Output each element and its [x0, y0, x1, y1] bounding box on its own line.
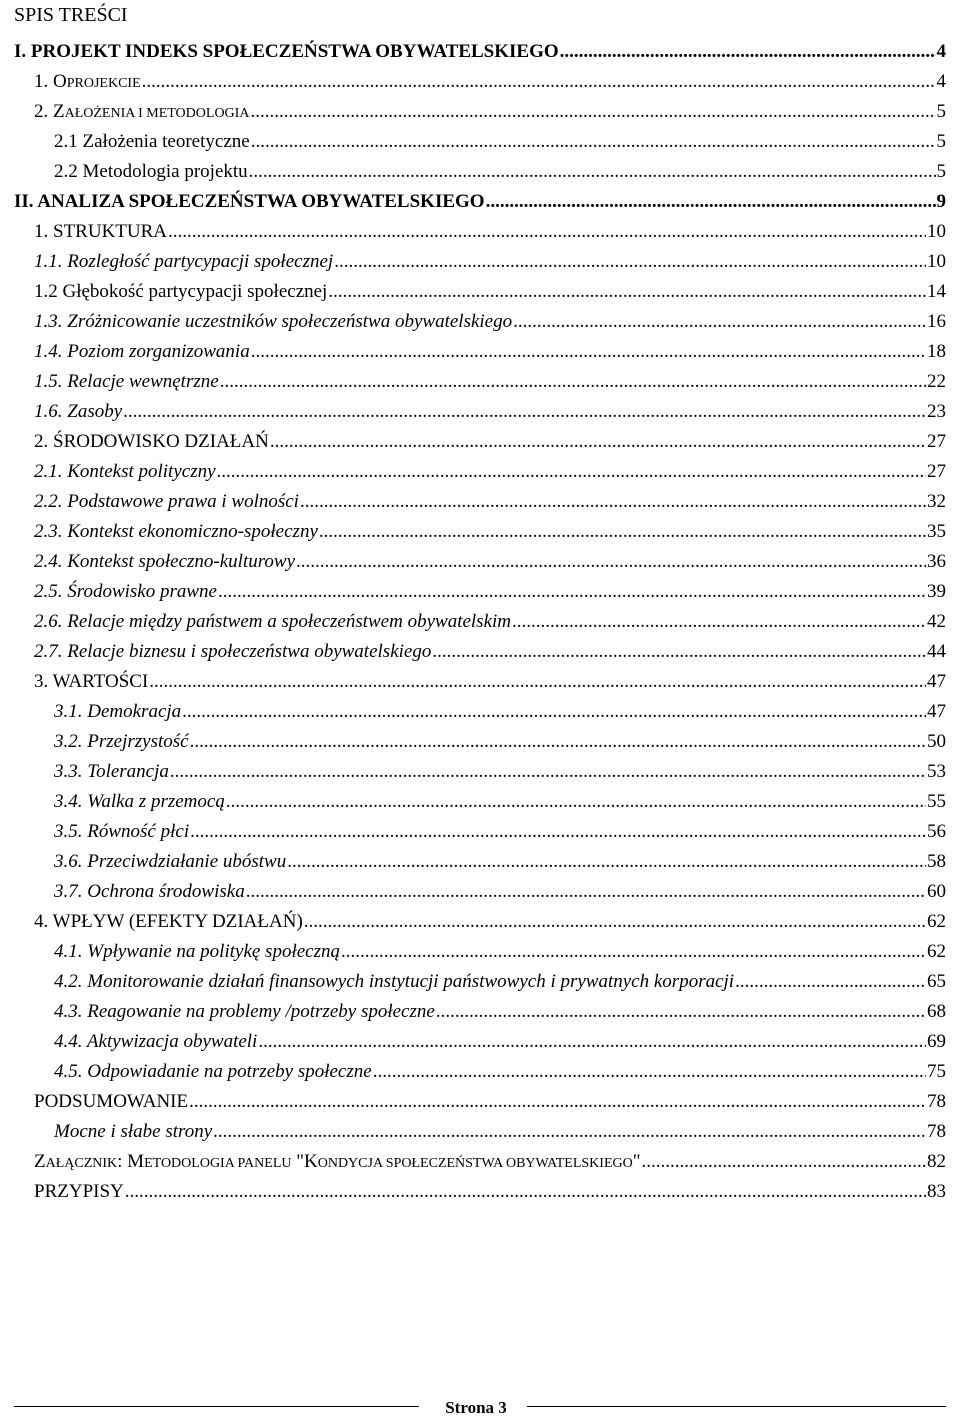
- toc-entry[interactable]: [0, 1177, 960, 1207]
- toc-entry-title: 2. ŚRODOWISKO DZIAŁAŃ: [34, 431, 269, 452]
- dot-leader: [513, 307, 926, 337]
- toc-entry-page: 14: [927, 281, 946, 302]
- dot-leader: [287, 847, 926, 877]
- toc-entry-title: 3. WARTOŚCI: [34, 671, 149, 692]
- dot-leader: [328, 277, 926, 307]
- toc-entry-title: 4.3. Reagowanie na problemy /potrzeby społeczne: [54, 1001, 435, 1022]
- toc-entry-page: 16: [927, 311, 946, 332]
- toc-entry-page: 56: [927, 821, 946, 842]
- dot-leader: [123, 397, 926, 427]
- toc-entry-page: 9: [936, 191, 946, 212]
- toc-entry[interactable]: [0, 607, 960, 637]
- dot-leader: [249, 157, 936, 187]
- page-number-label: Strona 3: [445, 1398, 507, 1417]
- toc-entry-page: 4: [936, 71, 946, 92]
- toc-entry[interactable]: [0, 157, 960, 187]
- toc-entry-title: 4.4. Aktywizacja obywateli: [54, 1031, 258, 1052]
- toc-entry[interactable]: [0, 307, 960, 337]
- dot-leader: [486, 187, 936, 217]
- toc-entry[interactable]: [0, 247, 960, 277]
- dot-leader: [213, 1117, 926, 1147]
- toc-entry-title: 1.6. Zasoby: [34, 401, 123, 422]
- toc-entry-page: 4: [936, 41, 946, 62]
- toc-entry-title: 3.4. Walka z przemocą: [54, 791, 225, 812]
- dot-leader: [149, 667, 926, 697]
- dot-leader: [182, 697, 926, 727]
- toc-entry-page: 62: [927, 911, 946, 932]
- toc-entry[interactable]: [0, 577, 960, 607]
- toc-entry[interactable]: [0, 217, 960, 247]
- toc-entry-title: 3.5. Równość płci: [54, 821, 190, 842]
- toc-entry[interactable]: [0, 367, 960, 397]
- toc-entry-title: 3.3. Tolerancja: [54, 761, 169, 782]
- toc-entry-page: 22: [927, 371, 946, 392]
- dot-leader: [218, 577, 926, 607]
- toc-entry[interactable]: [0, 907, 960, 937]
- dot-leader: [168, 217, 926, 247]
- toc-entry-title: 2.1. Kontekst polityczny: [34, 461, 216, 482]
- dot-leader: [170, 757, 926, 787]
- toc-entry-page: 50: [927, 731, 946, 752]
- toc-entry-title: 2.4. Kontekst społeczno-kulturowy: [34, 551, 296, 572]
- toc-entry[interactable]: [0, 517, 960, 547]
- toc-entry[interactable]: [0, 547, 960, 577]
- dot-leader: [319, 517, 926, 547]
- dot-leader: [341, 937, 926, 967]
- toc-entry-title: 4.2. Monitorowanie działań finansowych instytucji państwowych i prywatnych korporacji: [54, 971, 735, 992]
- toc-entry-page: 62: [927, 941, 946, 962]
- dot-leader: [251, 337, 926, 367]
- toc-entry[interactable]: [0, 817, 960, 847]
- toc-entry-title: 2. ZAŁOŻENIA I METODOLOGIA: [34, 101, 250, 122]
- toc-entry-title: 1.4. Poziom zorganizowania: [34, 341, 250, 362]
- toc-entry-page: 82: [927, 1151, 946, 1172]
- toc-entry-page: 75: [927, 1061, 946, 1082]
- dot-leader: [251, 127, 936, 157]
- toc-entry[interactable]: [0, 127, 960, 157]
- toc-entry-page: 78: [927, 1121, 946, 1142]
- dot-leader: [373, 1057, 926, 1087]
- dot-leader: [250, 97, 935, 127]
- toc-entry[interactable]: [0, 427, 960, 457]
- dot-leader: [512, 607, 926, 637]
- toc-entry-title: 4.5. Odpowiadanie na potrzeby społeczne: [54, 1061, 372, 1082]
- toc-entry-title: 3.7. Ochrona środowiska: [54, 881, 245, 902]
- dot-leader: [190, 817, 926, 847]
- toc-entry-page: 78: [927, 1091, 946, 1112]
- toc-entry-title: 4.1. Wpływanie na politykę społeczną: [54, 941, 340, 962]
- toc-entry-page: 53: [927, 761, 946, 782]
- dot-leader: [258, 1027, 926, 1057]
- toc-entry[interactable]: [0, 397, 960, 427]
- toc-entry[interactable]: [0, 877, 960, 907]
- toc-entry-page: 47: [927, 701, 946, 722]
- footer-rule-right: [527, 1406, 946, 1407]
- dot-leader: [296, 547, 926, 577]
- toc-entry-page: 27: [927, 461, 946, 482]
- toc-entry-title: 1.1. Rozległość partycypacji społecznej: [34, 251, 334, 272]
- toc-entry[interactable]: [0, 787, 960, 817]
- toc-entry-title: 1.3. Zróżnicowanie uczestników społeczeństwa obywatelskiego: [34, 311, 513, 332]
- toc-entry[interactable]: [0, 997, 960, 1027]
- toc-entry-title: 2.6. Relacje między państwem a społeczeństwem obywatelskim: [34, 611, 512, 632]
- dot-leader: [735, 967, 926, 997]
- page-footer: [0, 1398, 960, 1419]
- toc-entry-title: 2.5. Środowisko prawne: [34, 581, 217, 602]
- toc-entry-title: 2.2 Metodologia projektu: [54, 161, 248, 182]
- dot-leader: [432, 637, 926, 667]
- toc-entry[interactable]: [0, 337, 960, 367]
- toc-entry-page: 10: [927, 251, 946, 272]
- toc-entry[interactable]: [0, 757, 960, 787]
- dot-leader: [300, 487, 926, 517]
- toc-entry-title: 3.2. Przejrzystość: [54, 731, 189, 752]
- toc-entry[interactable]: [0, 457, 960, 487]
- toc-entry-page: 36: [927, 551, 946, 572]
- toc-entry[interactable]: [0, 1087, 960, 1117]
- toc-entry[interactable]: [0, 277, 960, 307]
- toc-entry-title: 1. OPROJEKCIE: [34, 71, 141, 92]
- toc-entry-page: 55: [927, 791, 946, 812]
- toc-entry[interactable]: [0, 937, 960, 967]
- toc-entry[interactable]: [0, 1057, 960, 1087]
- toc-entry-title: II. ANALIZA SPOŁECZEŃSTWA OBYWATELSKIEGO: [14, 191, 485, 212]
- dot-leader: [220, 367, 926, 397]
- toc-entry[interactable]: [0, 67, 960, 97]
- toc-entry-title: 3.1. Demokracja: [54, 701, 182, 722]
- toc-entry-page: 32: [927, 491, 946, 512]
- toc-entry-title: 1.2 Głębokość partycypacji społecznej: [34, 281, 328, 302]
- dot-leader: [190, 727, 926, 757]
- dot-leader: [436, 997, 926, 1027]
- toc-entry-title: 4. WPŁYW (EFEKTY DZIAŁAŃ): [34, 911, 303, 932]
- toc-entry[interactable]: [0, 487, 960, 517]
- toc-entry[interactable]: [0, 967, 960, 997]
- toc-entry-page: 39: [927, 581, 946, 602]
- toc-entry-title: ZAŁĄCZNIK: METODOLOGIA PANELU "KONDYCJA SPOŁECZEŃSTWA OBYWATELSKIEGO": [34, 1151, 641, 1172]
- toc-entry[interactable]: [0, 847, 960, 877]
- toc-entry-title: 2.1 Założenia teoretyczne: [54, 131, 250, 152]
- toc-entry-title: 2.2. Podstawowe prawa i wolności: [34, 491, 299, 512]
- toc-entry-title: 1.5. Relacje wewnętrzne: [34, 371, 219, 392]
- toc-entry-page: 5: [936, 131, 946, 152]
- toc-entry[interactable]: [0, 37, 960, 67]
- toc-entry-page: 27: [927, 431, 946, 452]
- toc-entry-title: Mocne i słabe strony: [54, 1121, 213, 1142]
- dot-leader: [246, 877, 926, 907]
- toc-entry-page: 44: [927, 641, 946, 662]
- dot-leader: [189, 1087, 926, 1117]
- toc-entry[interactable]: [0, 1027, 960, 1057]
- toc-entry-page: 35: [927, 521, 946, 542]
- toc-entry[interactable]: [0, 727, 960, 757]
- toc-entry-page: 68: [927, 1001, 946, 1022]
- toc-entry-page: 18: [927, 341, 946, 362]
- toc-heading: SPIS TREŚCI: [14, 4, 128, 26]
- dot-leader: [217, 457, 926, 487]
- toc-entry-page: 65: [927, 971, 946, 992]
- toc-entry-title: 1. STRUKTURA: [34, 221, 168, 242]
- dot-leader: [270, 427, 926, 457]
- toc-entry-page: 5: [936, 101, 946, 122]
- dot-leader: [560, 37, 936, 67]
- toc-entry[interactable]: [0, 667, 960, 697]
- toc-entry-title: PRZYPISY: [34, 1181, 124, 1202]
- toc-entry-title: 2.3. Kontekst ekonomiczno-społeczny: [34, 521, 318, 542]
- dot-leader: [334, 247, 926, 277]
- toc-entry[interactable]: [0, 637, 960, 667]
- toc-entry-page: 23: [927, 401, 946, 422]
- toc-entry-title: I. PROJEKT INDEKS SPOŁECZEŃSTWA OBYWATELSKIEGO: [14, 41, 559, 62]
- toc-entry-title: 2.7. Relacje biznesu i społeczeństwa obywatelskiego: [34, 641, 432, 662]
- dot-leader: [642, 1147, 927, 1177]
- toc-entry-title: PODSUMOWANIE: [34, 1091, 189, 1112]
- toc-entry-page: 60: [927, 881, 946, 902]
- toc-entry-page: 69: [927, 1031, 946, 1052]
- toc-entry-page: 47: [927, 671, 946, 692]
- toc-entry-page: 10: [927, 221, 946, 242]
- toc-entry-page: 83: [927, 1181, 946, 1202]
- toc-entry[interactable]: [0, 187, 960, 217]
- footer-rule-left: [14, 1406, 419, 1407]
- toc-entry[interactable]: [0, 1117, 960, 1147]
- toc-entry[interactable]: [0, 1147, 960, 1177]
- toc-entry-title: 3.6. Przeciwdziałanie ubóstwu: [54, 851, 287, 872]
- toc-entry[interactable]: [0, 697, 960, 727]
- dot-leader: [142, 67, 936, 97]
- toc-entry-page: 58: [927, 851, 946, 872]
- table-of-contents: [0, 37, 960, 1207]
- toc-entry-page: 5: [936, 161, 946, 182]
- dot-leader: [304, 907, 926, 937]
- toc-entry[interactable]: [0, 97, 960, 127]
- toc-entry-page: 42: [927, 611, 946, 632]
- dot-leader: [226, 787, 926, 817]
- dot-leader: [125, 1177, 926, 1207]
